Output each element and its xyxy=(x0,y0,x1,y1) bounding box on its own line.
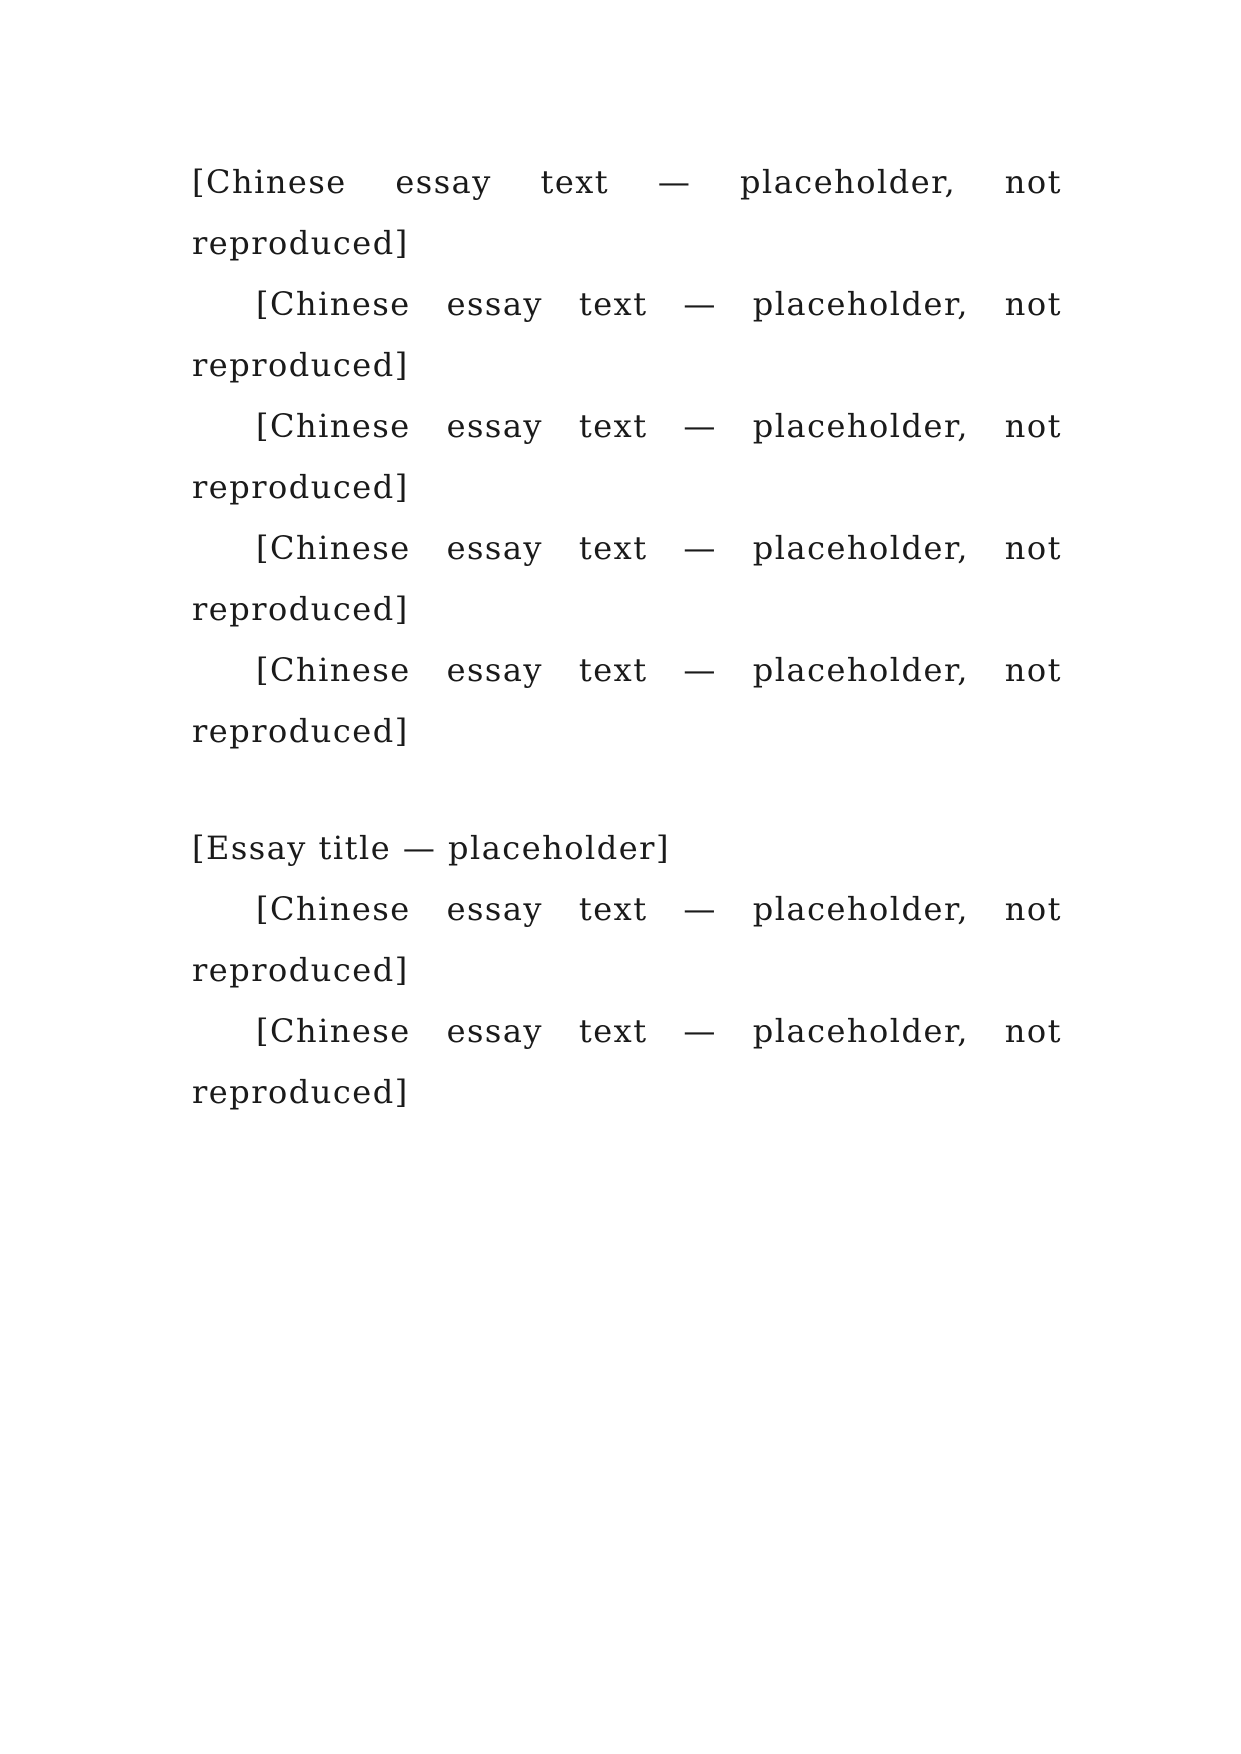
paragraph: [Chinese essay text — placeholder, not reproduced] xyxy=(192,529,1062,628)
paragraph: [Chinese essay text — placeholder, not reproduced] xyxy=(192,651,1062,750)
section-heading: [Essay title — placeholder] xyxy=(192,829,670,867)
document-body xyxy=(192,152,1062,1123)
paragraph-continued: [Chinese essay text — placeholder, not reproduced] xyxy=(192,163,1062,262)
section-gap xyxy=(192,762,1062,818)
paragraph: [Chinese essay text — placeholder, not reproduced] xyxy=(192,1012,1062,1111)
paragraph: [Chinese essay text — placeholder, not reproduced] xyxy=(192,407,1062,506)
paragraph: [Chinese essay text — placeholder, not reproduced] xyxy=(192,890,1062,989)
paragraph: [Chinese essay text — placeholder, not reproduced] xyxy=(192,285,1062,384)
